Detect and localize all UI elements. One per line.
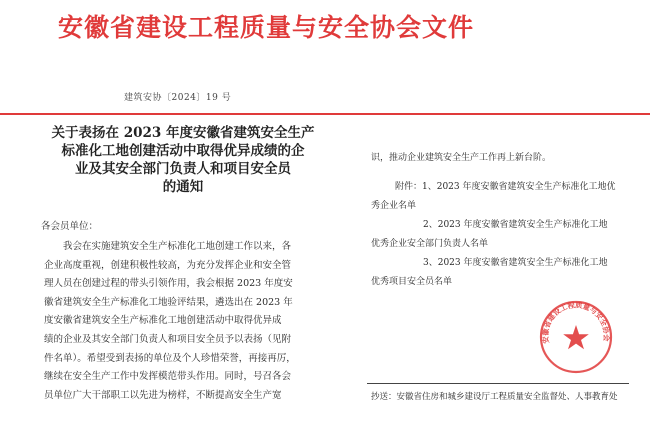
salutation: 各会员单位： — [41, 221, 99, 232]
body-line: 徽省建筑安全生产标准化工地验评结果，遴选出在 2023 年 — [44, 296, 293, 308]
body-line: 继续在安全生产工作中发挥模范带头作用。同时，号召各会 — [44, 371, 292, 383]
attachment-line: 3、2023 年度安徽省建筑安全生产标准化工地 — [423, 258, 608, 268]
attachment-line: 优秀企业安全部门负责人名单 — [371, 239, 489, 249]
attachment-list — [371, 178, 627, 292]
attachment-line: 秀企业名单 — [371, 201, 417, 211]
title-line: 标准化工地创建活动中取得优异成绩的企 — [61, 143, 305, 159]
body-line: 企业高度重视，创建积极性较高，为充分发挥企业和安全管 — [44, 259, 292, 271]
attachment-line: 优秀项目安全员名单 — [371, 277, 453, 287]
body-line: 件名单）。希望受到表扬的单位及个人珍惜荣誉，再接再厉， — [44, 352, 296, 364]
cc-line: 抄送：安徽省住房和城乡建设厅工程质量安全监督处、人事教育处 — [371, 392, 618, 402]
body-paragraph — [44, 238, 319, 405]
cc-divider — [367, 383, 629, 384]
body-line: 理人员在创建过程的带头引领作用，我会根据 2023 年度安 — [44, 278, 293, 290]
title-line: 关于表扬在 2023 年度安徽省建筑安全生产 — [51, 125, 315, 141]
body-continuation: 识，推动企业建筑安全生产工作再上新台阶。 — [371, 153, 552, 163]
document-banner: 安徽省建设工程质量与安全协会文件 — [58, 13, 475, 42]
title-line: 的通知 — [162, 179, 204, 195]
notice-title — [30, 124, 336, 196]
body-line: 我会在实施建筑安全生产标准化工地创建工作以来，各 — [63, 241, 292, 252]
document-number: 建筑安协〔2024〕19 号 — [124, 93, 232, 103]
red-divider — [0, 113, 650, 115]
body-line: 员单位广大干部职工以先进为榜样，不断提高安全生产宽 — [44, 389, 282, 401]
attachment-line: 附件：1、2023 年度安徽省建筑安全生产标准化工地优 — [395, 182, 616, 192]
seal-star-icon — [563, 325, 589, 349]
title-line: 业及其安全部门负责人和项目安全员 — [75, 161, 291, 177]
seal-ring-text: 安徽省建设工程质量与安全协会 — [540, 300, 612, 345]
official-seal — [538, 299, 614, 375]
body-line: 绩的企业及其安全部门负责人和项目安全员予以表扬（见附 — [44, 333, 292, 345]
attachment-line: 2、2023 年度安徽省建筑安全生产标准化工地 — [423, 220, 608, 230]
body-line: 度安徽省建筑安全生产标准化工地创建活动中取得优异成 — [44, 315, 282, 327]
